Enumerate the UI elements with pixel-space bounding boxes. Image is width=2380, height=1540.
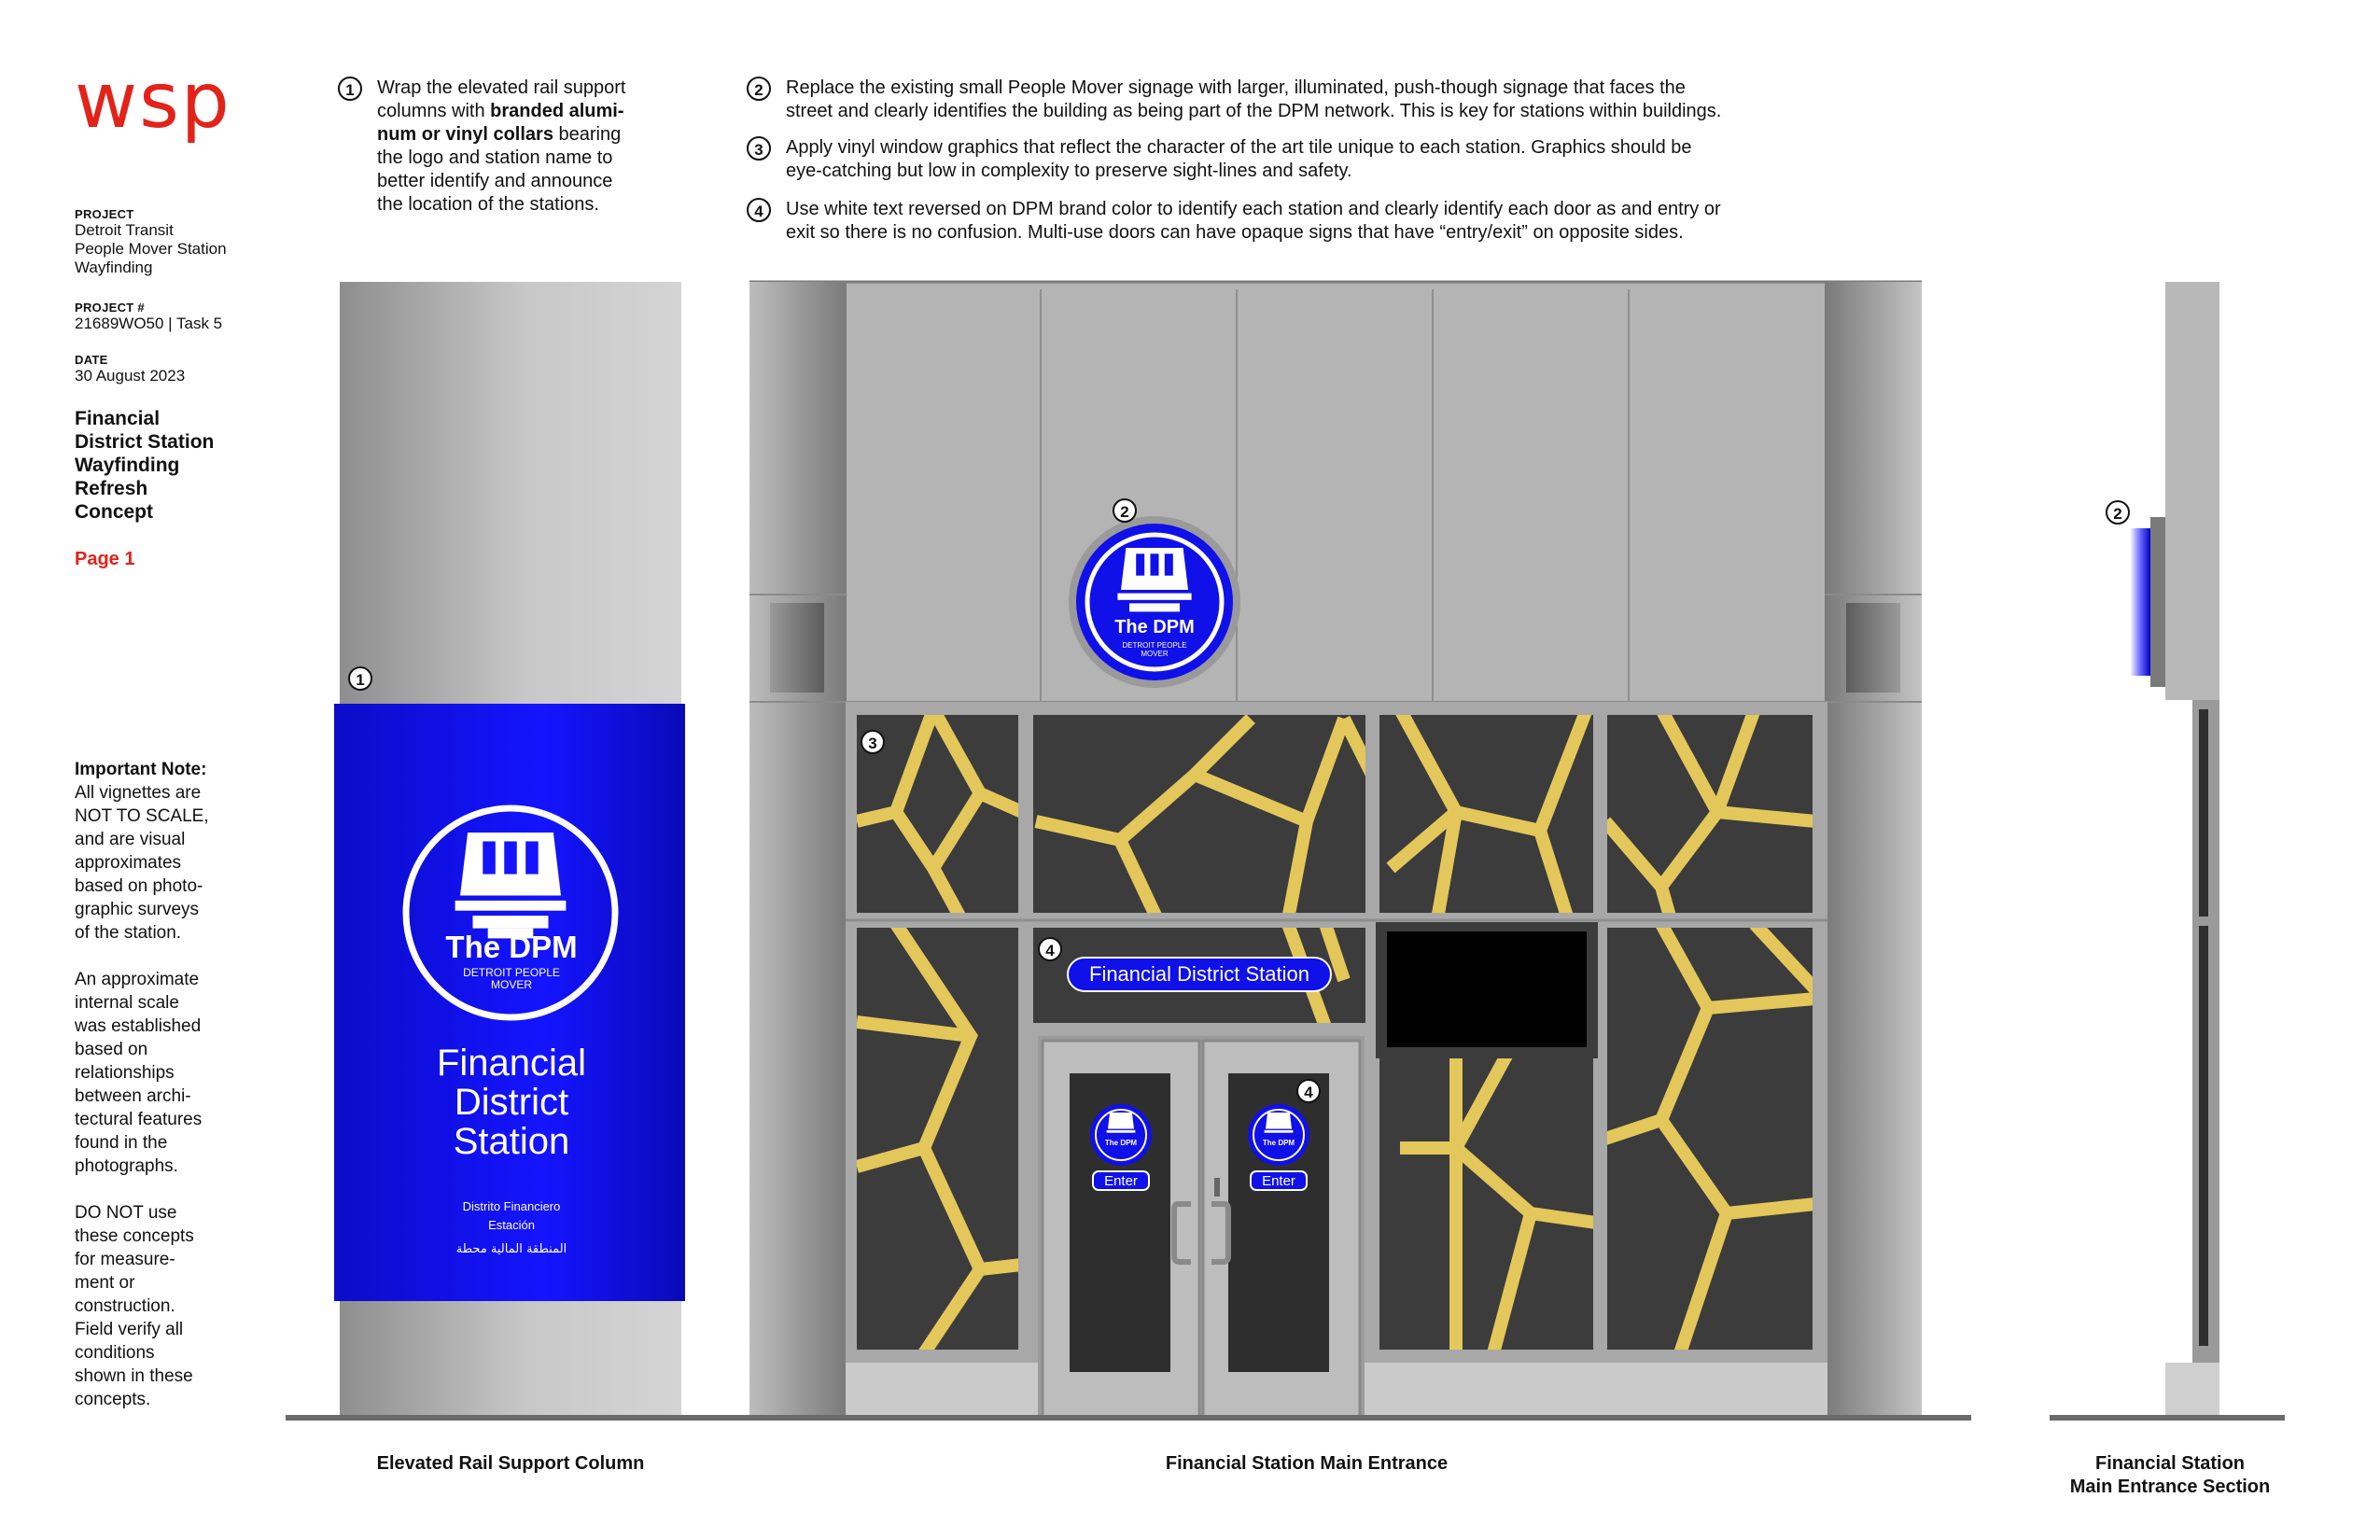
date-value: 30 August 2023 [75, 367, 186, 385]
brand-sub-line: MOVER [1141, 650, 1169, 658]
callout-2-section: 2 [2106, 500, 2130, 525]
wsp-logo: wsp [75, 57, 231, 146]
illuminated-dpm-sign [1069, 516, 1240, 688]
note-line: based on [75, 1040, 148, 1059]
note-line: and are visual [75, 830, 186, 849]
door-lock [1214, 1178, 1220, 1197]
left-door-enter-label: Enter [1104, 1173, 1138, 1189]
callout-2: 2 [1113, 498, 1137, 523]
note-number-4: 4 [747, 198, 771, 222]
note-1-line: num or vinyl collars bearing [377, 124, 622, 145]
note-line: was established [75, 1016, 202, 1036]
sheet-title-line: District Station [75, 431, 215, 453]
translation-line: Distrito Financiero [462, 1199, 561, 1213]
note-3-line: eye-catching but low in complexity to preserve sight-lines and safety. [786, 161, 1352, 181]
note-line: these concepts [75, 1226, 194, 1246]
note-line: for measure- [75, 1250, 175, 1269]
column-brand-name: The DPM [445, 930, 578, 964]
sheet-title-line: Wayfinding [75, 455, 180, 476]
right-pilaster [1825, 282, 1922, 1419]
station-name-line: Financial [436, 1043, 587, 1084]
note-3-line: Apply vinyl window graphics that reflect the character of the art tile unique to each station. Graphics should be [786, 137, 1692, 158]
left-door-brand: The DPM [1104, 1139, 1138, 1147]
right-door-brand: The DPM [1262, 1139, 1295, 1147]
brand-sub-line: DETROIT PEOPLE [463, 966, 560, 979]
date-label: DATE [75, 353, 108, 367]
translation-line: المنطقة المالية محطة [455, 1242, 567, 1256]
note-number-1: 1 [338, 77, 362, 101]
ground-line-main [286, 1415, 1971, 1421]
section-upper-wall [2165, 282, 2219, 700]
column-brand-sub [404, 967, 619, 991]
caption-section-line: Main Entrance Section [2069, 1477, 2271, 1497]
callout-4-station: 4 [1038, 937, 1062, 961]
section-base [2165, 1363, 2219, 1419]
note-line: graphic surveys [75, 900, 200, 919]
note-line: concepts. [75, 1390, 151, 1409]
left-pilaster [749, 282, 847, 1419]
note-line: tectural features [75, 1110, 203, 1129]
sheet-title-line: Refresh [75, 478, 148, 499]
project-value-1: Detroit Transit [75, 221, 174, 239]
page-label: Page 1 [75, 549, 135, 569]
caption-column: Elevated Rail Support Column [376, 1453, 645, 1474]
note-1-line: Wrap the elevated rail support [377, 77, 626, 98]
note-line: ment or [75, 1273, 135, 1293]
note-4-line: exit so there is no confusion. Multi-use doors can have opaque signs that have “entry/exit” on opposite sides. [786, 222, 1684, 243]
project-number-label: PROJECT # [75, 301, 145, 315]
callout-1: 1 [348, 666, 372, 691]
note-1-line: better identify and announce [377, 171, 613, 191]
note-line: based on photo- [75, 876, 203, 896]
upper-panels [846, 282, 1827, 702]
column-station-name [371, 1043, 651, 1161]
station-name-sign: Financial District Station [1089, 962, 1309, 986]
station-name-line: Station [453, 1121, 570, 1162]
left-vent [770, 603, 824, 693]
translation-line: Estación [488, 1218, 535, 1232]
left-door-sign [1090, 1104, 1152, 1166]
section-sign-profile [2130, 528, 2150, 676]
note-line: between archi- [75, 1086, 191, 1106]
note-1-line: columns with branded alumi- [377, 101, 624, 121]
project-value-3: Wayfinding [75, 259, 153, 276]
note-number-3: 3 [747, 136, 771, 161]
note-line: conditions [75, 1343, 155, 1363]
project-value-2: People Mover Station [75, 240, 227, 258]
note-2-line: street and clearly identifies the building as being part of the DPM network. This is key for stations within buildings. [786, 101, 1722, 121]
note-line: An approximate [75, 970, 200, 989]
caption-entrance: Financial Station Main Entrance [1165, 1453, 1449, 1474]
sign-brand-name: The DPM [1114, 617, 1195, 637]
note-line: photographs. [75, 1156, 178, 1176]
screen [1387, 931, 1587, 1047]
caption-section-line: Financial Station [2094, 1453, 2246, 1474]
main-entrance-facade [749, 282, 1922, 1419]
note-line: shown in these [75, 1366, 193, 1386]
note-line: DO NOT use [75, 1203, 177, 1223]
note-line: All vignettes are [75, 783, 202, 803]
note-1-line: the logo and station name to [377, 147, 613, 168]
callout-3: 3 [861, 730, 885, 754]
section-sign-mount [2150, 517, 2165, 687]
column-translations [371, 1197, 651, 1259]
important-note-heading: Important Note: [75, 760, 207, 779]
note-line: of the station. [75, 923, 182, 943]
note-2-line: Replace the existing small People Mover signage with larger, illuminated, push-though signage that faces the [786, 77, 1686, 98]
note-line: internal scale [75, 993, 179, 1013]
station-name-line: District [454, 1082, 569, 1123]
note-line: relationships [75, 1063, 175, 1083]
project-number-value: 21689WO50 | Task 5 [75, 315, 223, 332]
right-vent [1846, 603, 1900, 693]
note-4-line: Use white text reversed on DPM brand color to identify each station and clearly identify each door as and entry or [786, 199, 1721, 219]
note-line: Field verify all [75, 1320, 184, 1339]
sign-brand-sub [1089, 641, 1220, 658]
right-door-enter-label: Enter [1262, 1173, 1295, 1189]
entrance-section [2130, 282, 2219, 1419]
brand-sub-line: MOVER [490, 978, 532, 991]
note-line: approximates [75, 853, 182, 873]
note-1-line: the location of the stations. [377, 194, 599, 215]
caption-section [2016, 1452, 2324, 1499]
note-line: found in the [75, 1133, 168, 1153]
note-number-2: 2 [747, 77, 771, 101]
sheet-title-line: Concept [75, 501, 153, 523]
brand-sub-line: DETROIT PEOPLE [1122, 641, 1187, 650]
note-line: construction. [75, 1296, 175, 1316]
note-line: NOT TO SCALE, [75, 806, 209, 826]
ground-line-section [2050, 1415, 2285, 1421]
sheet-title-line: Financial [75, 408, 161, 429]
project-label: PROJECT [75, 207, 134, 221]
right-door-sign [1248, 1104, 1309, 1166]
callout-4-door: 4 [1296, 1079, 1321, 1103]
